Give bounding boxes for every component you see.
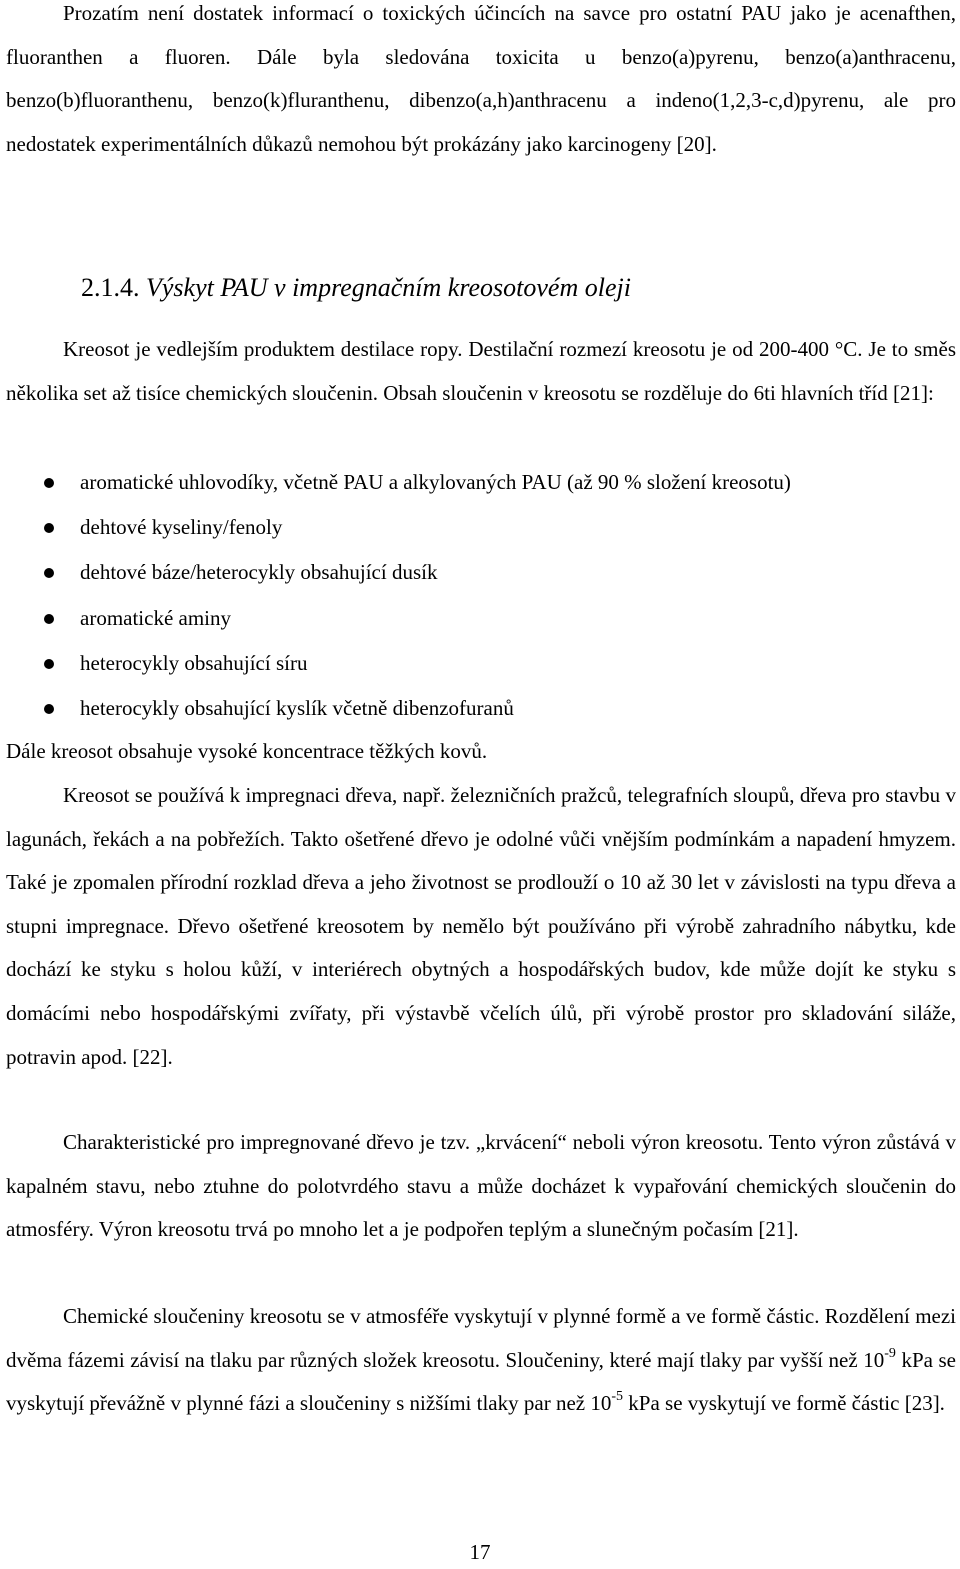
- bullet-icon: [44, 523, 54, 533]
- bullet-icon: [44, 704, 54, 714]
- list-item: dehtové báze/heterocykly obsahující dusík: [6, 550, 956, 595]
- list-item: heterocykly obsahující kyslík včetně dibenzofuranů: [6, 686, 956, 731]
- paragraph-bleeding: Charakteristické pro impregnované dřevo je tzv. „krvácení“ neboli výron kreosotu. Tento výron zůstává v kapalném stavu, nebo ztuhne do polotvrdého stavu a může docházet k vypařování chemických sloučenin do atmosféry. Výron kreosotu trvá po mnoho let a je podpořen teplým a slunečným počasím [21].: [6, 1130, 956, 1242]
- list-item: aromatické uhlovodíky, včetně PAU a alkylovaných PAU (až 90 % složení kreosotu): [6, 460, 956, 505]
- bullet-icon: [44, 614, 54, 624]
- compound-class-list: [6, 460, 956, 731]
- bullet-icon: [44, 568, 54, 578]
- list-item: aromatické aminy: [6, 596, 956, 641]
- paragraph-usage: Kreosot se používá k impregnaci dřeva, např. železničních pražců, telegrafních sloupů, dřeva pro stavbu v lagunách, řekách a na pobřežích. Takto ošetřené dřevo je odolné vůči vnějším podmínkám a napadení hmyzem. Také je zpomalen přírodní rozklad dřeva a jeho životnost se prodlouží o 10 až 30 let v závislosti na typu dřeva a stupni impregnace. Dřevo ošetřené kreosotem by nemělo být používáno při výrobě zahradního nábytku, kde dochází ke styku s holou kůží, v interiérech obytných a hospodářských budov, kde může dojít ke styku s domácími nebo hospodářskými zvířaty, při výstavbě včelích úlů, při výrobě prostor pro skladování siláže, potravin apod. [22].: [6, 783, 956, 1069]
- paragraph-heavy-metals: Dále kreosot obsahuje vysoké koncentrace těžkých kovů.: [6, 739, 488, 763]
- paragraph-toxicity: Prozatím není dostatek informací o toxických účincích na savce pro ostatní PAU jako je acenafthen, fluoranthen a fluoren. Dále byla sledována toxicita u benzo(a)pyrenu, benzo(a)anthracenu, benzo(b)fluoranthenu, benzo(k)fluranthenu, dibenzo(a,h)anthracenu a indeno(1,2,3-c,d)pyrenu, ale pro nedostatek experimentálních důkazů nemohou být prokázány jako karcinogeny [20].: [6, 1, 956, 156]
- page-number: 17: [469, 1540, 491, 1564]
- list-item: dehtové kyseliny/fenoly: [6, 505, 956, 550]
- bullet-icon: [44, 659, 54, 669]
- bullet-icon: [44, 478, 54, 488]
- list-item: heterocykly obsahující síru: [6, 641, 956, 686]
- paragraph-kreosot-intro: Kreosot je vedlejším produktem destilace ropy. Destilační rozmezí kreosotu je od 200-400 °C. Je to směs několika set až tisíce chemických sloučenin. Obsah sloučenin v kreosotu se rozděluje do 6ti hlavních tříd [21]:: [6, 337, 956, 405]
- section-title: Výskyt PAU v impregnačním kreosotovém oleji: [146, 273, 631, 302]
- section-number: 2.1.4.: [81, 273, 140, 302]
- section-heading: [81, 266, 631, 310]
- paragraph-atmosphere: Chemické sloučeniny kreosotu se v atmosféře vyskytují v plynné formě a ve formě částic. Rozdělení mezi dvěma fázemi závisí na tlaku par různých složek kreosotu. Sloučeniny, které mají tlaky par vyšší než $10^{-9}$ kPa se vyskytují převážně v plynné fázi a sloučeniny s nižšími tlaky par než $10^{-5}$ kPa se vyskytují ve formě částic [23].: [6, 1304, 956, 1416]
